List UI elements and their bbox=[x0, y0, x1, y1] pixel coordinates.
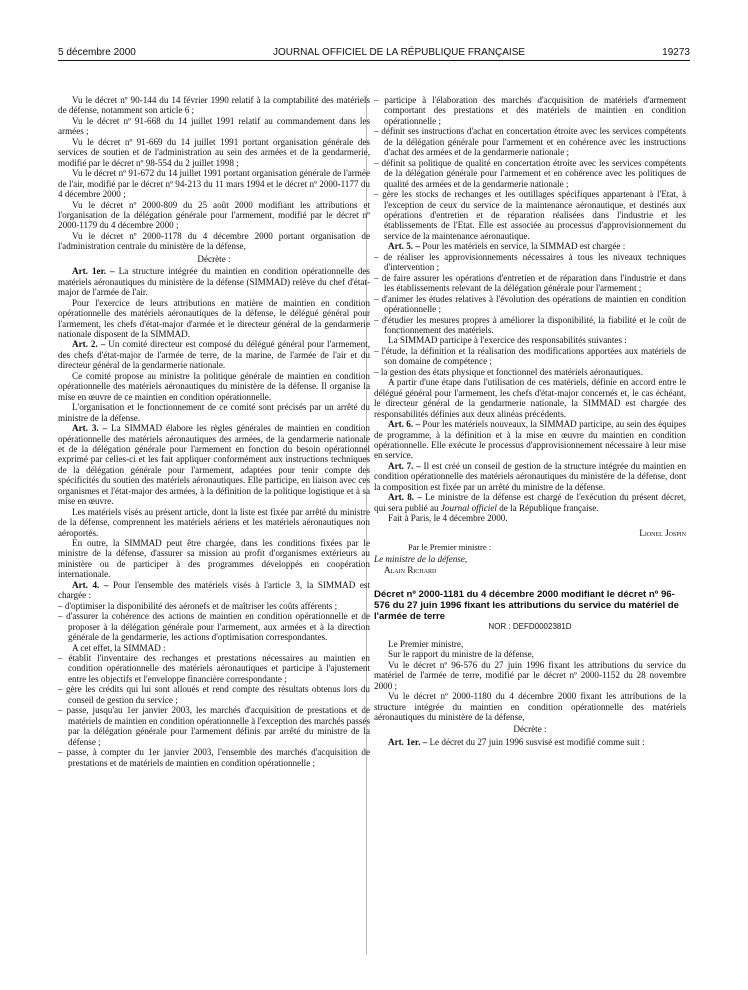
paragraph: Vu le décret nº 91-669 du 14 juillet 1991 portant organisation générale des services de soutien et de l'administration au sein des armées et de la gendarmerie, modifié par le décret nº 98-554 du 2 juillet 1998 ; bbox=[58, 136, 370, 168]
paragraph: En outre, la SIMMAD peut être chargée, dans les conditions fixées par le ministre de la défense, d'assurer sa mission au profit d'organismes extérieurs au ministère ou de participer à des programmes développés en coopération internationale. bbox=[58, 538, 370, 580]
signature-minister-title: Le ministre de la défense, bbox=[374, 554, 468, 565]
list-item: – définit ses instructions d'achat en concertation étroite avec les services compétents de la délégation générale pour l'armement et en cohérence avec les instructions d'achat des armées et de la gendarmerie nationale ; bbox=[374, 126, 686, 158]
article-text: Le décret du 27 juin 1996 susvisé est modifié comme suit : bbox=[427, 736, 645, 747]
list-item: – passe, à compter du 1er janvier 2003, l'ensemble des marchés d'acquisition de prestations et de matériels de maintien en condition opérationnelle ; bbox=[58, 747, 370, 768]
paragraph: Ce comité propose au ministre la politique générale de maintien en condition opérationnelle des matériels aéronautiques du ministère de la défense. Il organise la mise en œuvre de ce maintien en condition opérationnelle. bbox=[58, 370, 370, 402]
signature-minister: Alain Richard bbox=[384, 564, 437, 575]
article-label: Art. 5. – bbox=[388, 241, 420, 252]
signature-prime-minister: Lionel Jospin bbox=[639, 527, 686, 538]
paragraph: Les matériels visés au présent article, dont la liste est fixée par arrêté du ministre de la défense, comprennent les matériels aériens et les matériels aéronautiques non aéroportés. bbox=[58, 506, 370, 538]
paragraph: Vu le décret nº 2000-1180 du 4 décembre 2000 fixant les attributions de la structure intégrée du maintien en condition opérationnelle des matériels aéronautiques du ministère de la défense, bbox=[374, 691, 686, 723]
header-page-number: 19273 bbox=[662, 47, 690, 58]
paragraph: Vu le décret nº 2000-809 du 25 août 2000 modifiant les attributions et l'organisation de la délégation générale pour l'armement, modifié par le décret nº 2000-1179 du 4 décembre 2000 ; bbox=[58, 199, 370, 231]
journal-name: Journal officiel bbox=[440, 502, 497, 513]
paragraph: Sur le rapport du ministre de la défense, bbox=[388, 649, 534, 660]
paragraph: Vu le décret nº 2000-1178 du 4 décembre 2000 portant organisation de l'administration centrale du ministère de la défense, bbox=[58, 230, 370, 252]
article-1-second-decree bbox=[374, 737, 686, 747]
decree-title: Décret nº 2000-1181 du 4 décembre 2000 modifiant le décret nº 96-576 du 27 juin 1996 fixant les attributions du service du matériel de l'armée de terre bbox=[374, 589, 679, 623]
list-item: – de faire assurer les opérations d'entretien et de réparation dans l'industrie et dans les établissements relevant de la délégation générale pour l'armement ; bbox=[374, 272, 686, 294]
article-5 bbox=[374, 241, 686, 251]
list-item: – d'animer les études relatives à l'évolution des opérations de maintien en condition opérationnelle ; bbox=[374, 293, 686, 315]
left-column bbox=[58, 95, 370, 768]
paragraph: A partir d'une étape dans l'utilisation de ces matériels, définie en accord entre le délégué général pour l'armement, les chefs d'état-major concernés et, le cas échéant, le directeur général de la gendarmerie nationale, la SIMMAD est chargée des responsabilités définies aux deux alinéas précédents. bbox=[374, 377, 686, 419]
list-item: – définit sa politique de qualité en concertation étroite avec les services compétents de la délégation générale pour l'armement et en cohérence avec les politiques de qualité des armées et de la gendarmerie nationale ; bbox=[374, 157, 686, 189]
nor-reference: NOR : DEFD0002381D bbox=[488, 622, 572, 632]
paragraph: Vu le décret nº 91-668 du 14 juillet 1991 relatif au commandement dans les armées ; bbox=[58, 115, 370, 137]
article-6 bbox=[374, 419, 686, 461]
list-item: – gère les crédits qui lui sont alloués et rend compte des résultats obtenus lors du conseil de gestion du service ; bbox=[58, 684, 370, 705]
list-item: – l'étude, la définition et la réalisation des modifications apportées aux matériels de son domaine de compétence ; bbox=[374, 345, 686, 367]
article-text: Le ministre de la défense est chargé de l'exécution du présent décret, qui sera publié au bbox=[374, 492, 686, 513]
article-text: La SIMMAD élabore les règles générales de maintien en condition opérationnelle des matériels aéronautiques des armées, de la gendarmerie nationale et de la délégation générale pour l'armement en fonction du besoin opérationnel exprimé par celles-ci et les fait appliquer conformément aux instructions techniques de la délégation générale pour l'armement, adaptées pour tenir compte des spécificités du soutien des matériels aéronautiques. Elle participe, en liaison avec ces organismes et l'état-major des armées, à la définition de la politique logistique et à sa mise en œuvre. bbox=[58, 423, 370, 507]
article-label: Art. 7. – bbox=[388, 460, 421, 471]
list-item: – établit l'inventaire des rechanges et prestations nécessaires au maintien en condition opérationnelle des matériels aéronautiques et participe à l'ajustement entre les objectifs et l'enveloppe financière correspondante ; bbox=[58, 653, 370, 684]
article-4 bbox=[58, 580, 370, 601]
page-header bbox=[58, 42, 690, 58]
article-text: Pour les matériels nouveaux, la SIMMAD participe, au sein des équipes de programme, à la définition et à la mise en œuvre du maintien en condition opérationnelle. Elle exécute le processus d'approvisionnement nécessaire à leur mise en service. bbox=[374, 419, 686, 461]
paragraph: Vu le décret nº 96-576 du 27 juin 1996 fixant les attributions du service du matériel de l'armée de terre, modifié par le décret nº 2000-1152 du 28 novembre 2000 ; bbox=[374, 659, 686, 691]
right-column bbox=[374, 95, 686, 747]
article-text: Pour les matériels en service, la SIMMAD est chargée : bbox=[419, 241, 626, 252]
article-text: Un comité directeur est composé du délégué général pour l'armement, des chefs d'état-major de l'armée de terre, de la marine, de l'armée de l'air et du directeur général de la gendarmerie nationale. bbox=[58, 339, 370, 371]
paragraph: L'organisation et le fonctionnement de ce comité sont précisés par un arrêté du ministre de la défense. bbox=[58, 402, 370, 423]
article-label: Art. 1er. – bbox=[72, 266, 115, 277]
article-8 bbox=[374, 492, 686, 513]
header-date: 5 décembre 2000 bbox=[58, 47, 136, 58]
article-label: Art. 2. – bbox=[72, 339, 106, 350]
article-1 bbox=[58, 266, 370, 297]
list-item: – d'étudier les mesures propres à améliorer la disponibilité, la fiabilité et le coût de fonctionnement des matériels. bbox=[374, 314, 686, 335]
list-item: – d'optimiser la disponibilité des aéronefs et de maîtriser les coûts afférents ; bbox=[58, 600, 338, 611]
list-item: – de réaliser les approvisionnements nécessaires à tous les niveaux techniques d'intervention ; bbox=[374, 251, 686, 273]
signature-date: Fait à Paris, le 4 décembre 2000. bbox=[388, 513, 508, 524]
article-label: Art. 8. – bbox=[388, 492, 422, 503]
paragraph: La SIMMAD participe à l'exercice des responsabilités suivantes : bbox=[388, 335, 627, 346]
article-text-end: de la République française. bbox=[496, 502, 599, 513]
article-7 bbox=[374, 461, 686, 492]
article-label: Art. 6. – bbox=[388, 419, 421, 430]
list-item: – gère les stocks de rechanges et les outillages spécifiques appartenant à l'Etat, à l'exception de ceux du service de la maintenance aéronautique, et destinés aux opérations d'entretien et de réparation réalisées dans l'industrie et les établissements de l'Etat. Elle est associée au processus d'approvisionnement du service de la maintenance aéronautique. bbox=[374, 189, 686, 241]
paragraph: Vu le décret nº 90-144 du 14 février 1990 relatif à la comptabilité des matériels de défense, notamment son article 6 ; bbox=[58, 95, 370, 116]
paragraph: Le Premier ministre, bbox=[388, 638, 464, 649]
decrete-heading: Décrète : bbox=[513, 724, 547, 735]
paragraph: Pour l'exercice de leurs attributions en matière de maintien en condition opérationnelle des matériels aéronautiques de la défense, le délégué général pour l'armement, les chefs d'état-major d'armée et le directeur général de la gendarmerie nationale disposent de la SIMMAD. bbox=[58, 297, 370, 339]
decrete-heading: Décrète : bbox=[197, 253, 231, 264]
header-rule bbox=[58, 60, 690, 61]
list-item: – passe, jusqu'au 1er janvier 2003, les marchés d'acquisition de prestations et de matériels de maintien en condition opérationnelle à l'exception des marchés passés par la délégation générale pour l'armement définis par arrêté du ministre de la défense ; bbox=[58, 705, 370, 747]
signature-by-line: Par le Premier ministre : bbox=[408, 542, 492, 553]
list-item: – participe à l'élaboration des marchés d'acquisition de matériels d'armement comportant des prestations et des matériels de maintien en condition opérationnelle ; bbox=[374, 95, 686, 126]
paragraph: Vu le décret nº 91-672 du 14 juillet 1991 portant organisation générale de l'armée de l'air, modifié par le décret nº 94-213 du 11 mars 1994 et le décret nº 2000-1177 du 4 décembre 2000 ; bbox=[58, 168, 370, 200]
article-3 bbox=[58, 423, 370, 507]
article-text: Il est créé un conseil de gestion de la structure intégrée du maintien en condition opérationnelle des matériels aéronautiques du ministère de la défense, dont la composition est fixée par un arrêté du ministre de la défense. bbox=[374, 460, 687, 492]
article-text: Pour l'ensemble des matériels visés à l'article 3, la SIMMAD est chargée : bbox=[58, 579, 370, 601]
paragraph: A cet effet, la SIMMAD : bbox=[72, 642, 166, 653]
article-text: La structure intégrée du maintien en condition opérationnelle des matériels aéronautiques du ministère de la défense (SIMMAD) relève du chef d'état-major de l'armée de l'air. bbox=[58, 266, 370, 298]
article-2 bbox=[58, 339, 370, 370]
article-label: Art. 3. – bbox=[72, 423, 108, 434]
article-label: Art. 4. – bbox=[72, 579, 109, 590]
header-journal-title: JOURNAL OFFICIEL DE LA RÉPUBLIQUE FRANÇAISE bbox=[272, 47, 526, 58]
list-item: – d'assurer la cohérence des actions de maintien en condition opérationnelle et de proposer à la délégation générale pour l'armement, aux armées et à la direction générale de la gendarmerie, les actions d'optimisation correspondantes. bbox=[58, 611, 370, 643]
list-item: – la gestion des états physique et fonctionnel des matériels aéronautiques. bbox=[374, 366, 643, 377]
article-label: Art. 1er. – bbox=[388, 736, 428, 747]
